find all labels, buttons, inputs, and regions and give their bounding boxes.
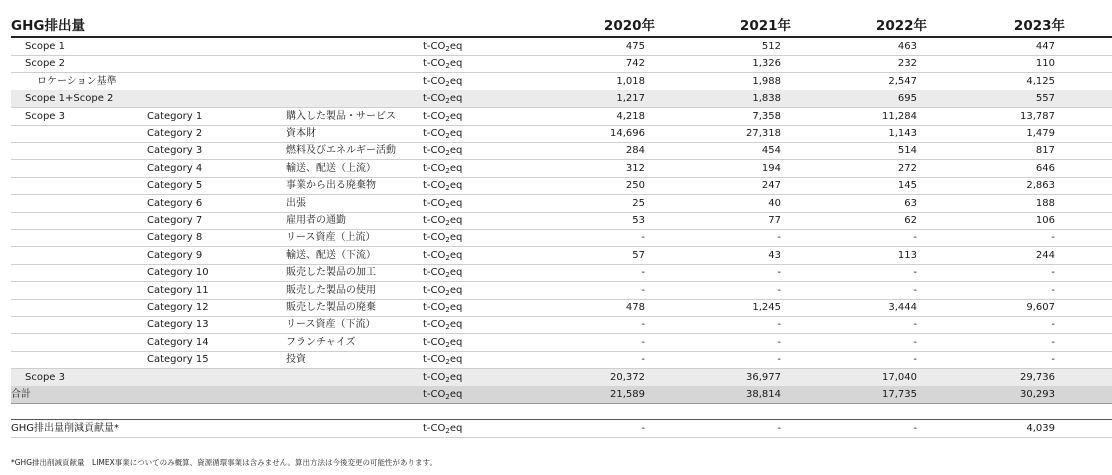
value-2022: - — [913, 336, 917, 348]
value-2021: 1,988 — [752, 75, 781, 87]
table-row — [11, 316, 1112, 334]
row-category: Category 3 — [147, 145, 203, 157]
row-category: Category 5 — [147, 180, 203, 192]
value-2023: - — [1051, 284, 1055, 296]
value-2023: 4,125 — [1026, 75, 1055, 87]
value-2020: 250 — [625, 180, 645, 192]
value-2020: - — [641, 267, 645, 279]
table-row — [11, 108, 1112, 126]
row-name: ロケーション基準 — [37, 75, 117, 87]
value-2020: 21,589 — [610, 389, 645, 400]
row-description: リース資産（上流） — [286, 232, 376, 244]
value-2021: 194 — [761, 162, 781, 174]
value-2021: 77 — [768, 215, 781, 226]
row-unit: $t-CO_2eq$ — [423, 302, 463, 314]
row-category: Category 4 — [147, 162, 203, 174]
row-category: Category 11 — [147, 284, 209, 296]
value-2020: - — [641, 284, 645, 296]
value-2021: 43 — [768, 249, 781, 261]
row-unit: $t-CO_2eq$ — [423, 336, 463, 349]
row-category: Category 13 — [147, 319, 209, 331]
row-unit: $t-CO_2eq$ — [423, 284, 463, 297]
row-unit: $t-CO_2eq$ — [423, 145, 463, 158]
value-2022: 232 — [897, 58, 917, 70]
table-row — [11, 369, 1112, 387]
value-2022: 3,444 — [888, 302, 917, 313]
row-unit: $t-CO_2eq$ — [423, 75, 463, 88]
value-2022: 63 — [904, 197, 917, 209]
row-unit: $t-CO_2eq$ — [423, 162, 463, 175]
value-2022: 272 — [897, 162, 917, 174]
value-2022: - — [913, 423, 917, 434]
row-description: 販売した製品の廃棄 — [286, 302, 376, 313]
row-unit: $t-CO_2eq$ — [423, 215, 463, 227]
value-2020: 1,217 — [616, 93, 645, 105]
value-2022: 514 — [897, 145, 917, 157]
table-row — [11, 247, 1112, 265]
value-2020: - — [641, 423, 645, 434]
value-2020: 57 — [632, 249, 645, 261]
row-name: 合計 — [11, 389, 31, 400]
year-2023-header: 2023年 — [1013, 18, 1065, 34]
value-2021: 27,318 — [746, 128, 781, 139]
value-2021: 1,326 — [752, 58, 781, 70]
value-2023: - — [1051, 336, 1055, 348]
value-2023: - — [1051, 267, 1055, 279]
value-2023: 447 — [1035, 41, 1055, 52]
row-description: 燃料及びエネルギー活動 — [286, 145, 396, 157]
table-row — [11, 212, 1112, 230]
value-2021: 454 — [761, 145, 781, 157]
value-2022: 17,040 — [882, 371, 917, 383]
value-2023: 13,787 — [1020, 110, 1055, 122]
value-2023: - — [1051, 319, 1055, 331]
row-description: 販売した製品の使用 — [286, 284, 376, 296]
row-unit: $t-CO_2eq$ — [423, 58, 463, 71]
value-2021: 36,977 — [746, 371, 781, 383]
row-description: 購入した製品・サービス — [286, 110, 396, 122]
value-2023: 817 — [1035, 145, 1055, 157]
value-2020: 478 — [625, 302, 645, 313]
value-2023: - — [1051, 232, 1055, 244]
value-2022: - — [913, 284, 917, 296]
table-row — [11, 90, 1112, 108]
value-2023: 9,607 — [1026, 302, 1055, 313]
table-row — [11, 125, 1112, 143]
row-description: 輸送、配送（下流） — [286, 249, 376, 261]
value-2022: 145 — [897, 180, 917, 192]
row-category: Category 6 — [147, 197, 203, 209]
value-2020: 53 — [632, 215, 645, 226]
value-2020: 1,018 — [616, 75, 645, 87]
row-description: 事業から出る廃棄物 — [286, 180, 376, 192]
row-description: 投資 — [286, 354, 306, 366]
value-2021: 7,358 — [752, 110, 781, 122]
value-2022: 463 — [897, 41, 917, 52]
row-unit: $t-CO_2eq$ — [423, 267, 463, 280]
value-2021: - — [777, 319, 781, 331]
row-category: Category 2 — [147, 128, 203, 139]
value-2021: - — [777, 232, 781, 244]
row-unit: $t-CO_2eq$ — [423, 128, 463, 140]
row-category: Category 1 — [147, 110, 203, 122]
row-unit: $t-CO_2eq$ — [423, 249, 463, 262]
table-row — [11, 282, 1112, 300]
table-row — [11, 160, 1112, 178]
value-2021: - — [777, 354, 781, 366]
value-2020: 475 — [625, 41, 645, 52]
table-row — [11, 142, 1112, 160]
row-unit: $t-CO_2eq$ — [423, 389, 463, 401]
value-2021: 512 — [761, 41, 781, 52]
row-unit: $t-CO_2eq$ — [423, 197, 463, 210]
row-category: Category 12 — [147, 302, 209, 313]
value-2021: - — [777, 336, 781, 348]
row-category: Category 9 — [147, 249, 203, 261]
value-2021: - — [777, 284, 781, 296]
value-2023: 244 — [1035, 249, 1055, 261]
value-2023: 106 — [1035, 215, 1055, 226]
table-header — [0, 10, 1112, 36]
value-2023: 29,736 — [1020, 371, 1055, 383]
row-unit: $t-CO_2eq$ — [423, 180, 463, 193]
row-unit: $t-CO_2eq$ — [423, 319, 463, 332]
table-row — [11, 195, 1112, 213]
value-2022: 113 — [897, 249, 917, 261]
value-2023: 646 — [1035, 162, 1055, 174]
value-2023: 110 — [1035, 58, 1055, 70]
row-description: 輸送、配送（上流） — [286, 162, 376, 174]
value-2023: 188 — [1035, 197, 1055, 209]
value-2022: 695 — [897, 93, 917, 105]
row-description: フランチャイズ — [286, 336, 356, 348]
row-name: Scope 2 — [25, 58, 66, 70]
value-2021: 40 — [768, 197, 781, 209]
reduction-row — [11, 419, 1112, 438]
value-2020: - — [641, 319, 645, 331]
table-row — [11, 386, 1112, 404]
value-2022: - — [913, 319, 917, 331]
row-description: 資本財 — [286, 128, 316, 139]
row-unit: $t-CO_2eq$ — [423, 371, 463, 384]
value-2020: 20,372 — [610, 371, 645, 383]
value-2022: 2,547 — [888, 75, 917, 87]
row-name: Scope 3 — [25, 371, 66, 383]
table-row — [11, 264, 1112, 282]
row-category: Category 8 — [147, 232, 203, 244]
value-2020: 14,696 — [610, 128, 645, 139]
row-name: GHG排出量削減貢献量* — [11, 423, 120, 434]
row-unit: $t-CO_2eq$ — [423, 93, 463, 106]
value-2021: 1,838 — [752, 93, 781, 105]
table-row — [11, 334, 1112, 352]
value-2022: 1,143 — [888, 128, 917, 139]
row-description: リース資産（下流） — [286, 319, 376, 331]
table-title: GHG排出量 — [11, 18, 85, 34]
value-2020: - — [641, 336, 645, 348]
value-2020: 284 — [625, 145, 645, 157]
row-unit: $t-CO_2eq$ — [423, 423, 463, 435]
row-unit: $t-CO_2eq$ — [423, 110, 463, 123]
value-2021: 38,814 — [746, 389, 781, 400]
row-name: Scope 1 — [25, 41, 66, 52]
value-2022: 11,284 — [882, 110, 917, 122]
row-category: Category 14 — [147, 336, 209, 348]
value-2020: 742 — [625, 58, 645, 70]
value-2023: 557 — [1035, 93, 1055, 105]
row-name: Scope 3 — [25, 110, 66, 122]
row-category: Category 15 — [147, 354, 209, 366]
year-2020-header: 2020年 — [603, 18, 655, 34]
value-2022: 62 — [904, 215, 917, 226]
value-2022: - — [913, 232, 917, 244]
row-unit: $t-CO_2eq$ — [423, 232, 463, 245]
table-row — [11, 299, 1112, 317]
row-name: Scope 1+Scope 2 — [25, 93, 114, 105]
value-2020: - — [641, 232, 645, 244]
table-row — [11, 73, 1112, 91]
value-2023: - — [1051, 354, 1055, 366]
footnote: *GHG排出削減貢献量 LIMEX事業についてのみ概算、資源循環事業は含みません。算出方法は今後変更の可能性があります。 — [11, 458, 437, 467]
value-2021: 247 — [761, 180, 781, 192]
row-category: Category 7 — [147, 215, 203, 226]
value-2020: - — [641, 354, 645, 366]
value-2020: 4,218 — [616, 110, 645, 122]
value-2021: - — [777, 423, 781, 434]
value-2021: - — [777, 267, 781, 279]
row-description: 出張 — [286, 197, 306, 209]
year-2022-header: 2022年 — [875, 18, 927, 34]
row-unit: $t-CO_2eq$ — [423, 41, 463, 53]
table-row — [11, 351, 1112, 369]
row-description: 雇用者の通勤 — [286, 215, 346, 226]
value-2020: 312 — [625, 162, 645, 174]
value-2021: 1,245 — [752, 302, 781, 313]
year-2021-header: 2021年 — [739, 18, 791, 34]
table-row — [11, 55, 1112, 73]
value-2022: - — [913, 267, 917, 279]
table-row — [11, 38, 1112, 56]
row-category: Category 10 — [147, 267, 209, 279]
table-row — [11, 229, 1112, 247]
row-description: 販売した製品の加工 — [286, 267, 376, 279]
value-2020: 25 — [632, 197, 645, 209]
value-2023: 4,039 — [1026, 423, 1055, 434]
value-2022: - — [913, 354, 917, 366]
value-2023: 2,863 — [1026, 180, 1055, 192]
row-unit: $t-CO_2eq$ — [423, 354, 463, 367]
value-2022: 17,735 — [882, 389, 917, 400]
table-row — [11, 177, 1112, 195]
value-2023: 1,479 — [1026, 128, 1055, 139]
value-2023: 30,293 — [1020, 389, 1055, 400]
